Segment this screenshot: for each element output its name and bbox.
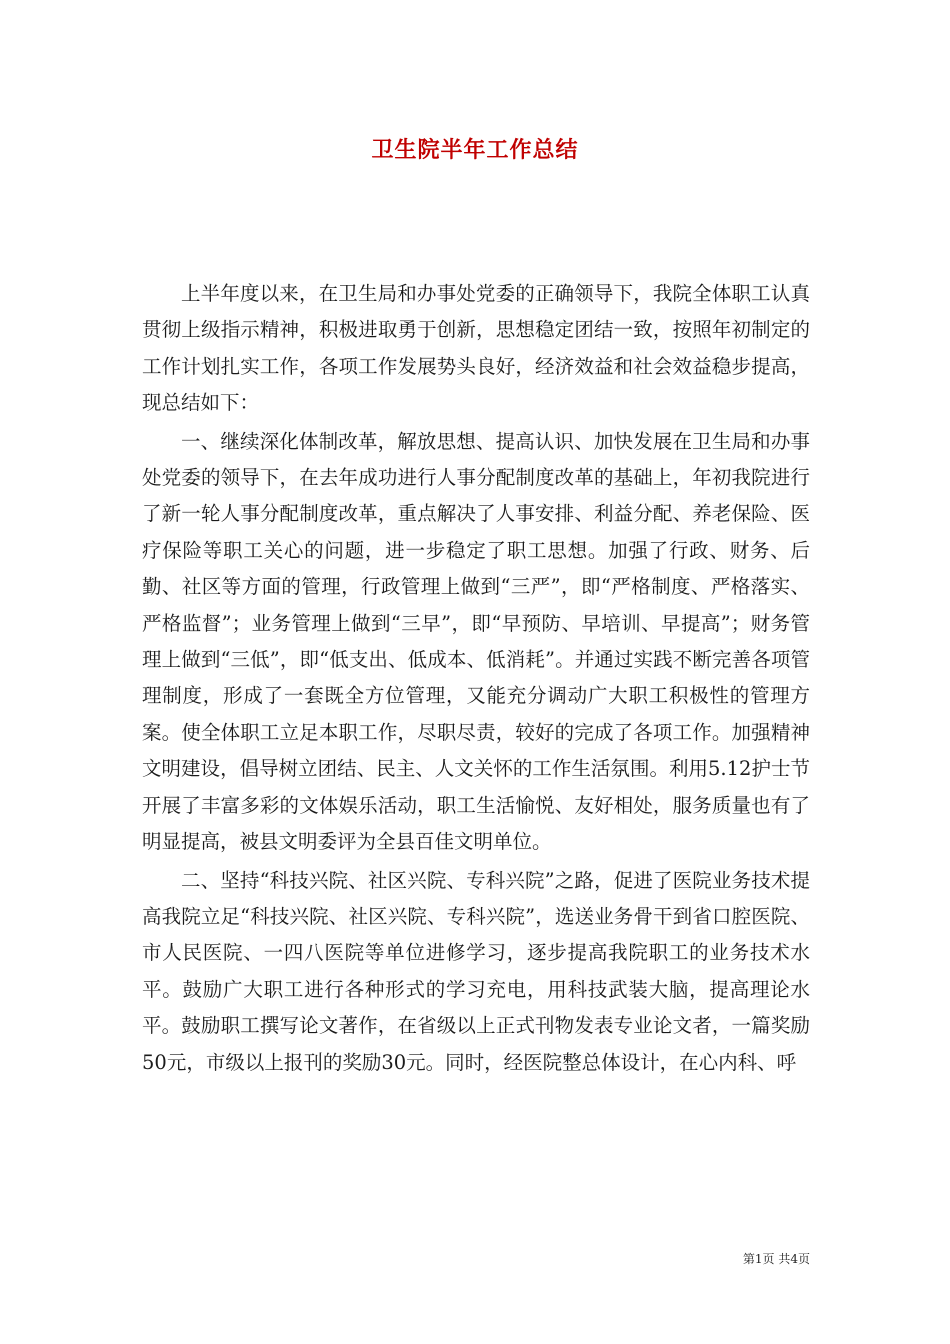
document-body [142,276,810,1083]
paragraph-section-1: 一、继续深化体制改革，解放思想、提高认识、加快发展在卫生局和办事处党委的领导下，在去年成功进行人事分配制度改革的基础上，年初我院进行了新一轮人事分配制度改革，重点解决了人事安排、利益分配、养老保险、医疗保险等职工关心的问题，进一步稳定了职工思想。加强了行政、财务、后勤、社区等方面的管理，行政管理上做到“三严”，即“严格制度、严格落实、严格监督”；业务管理上做到“三早”，即“早预防、早培训、早提高”；财务管理上做到“三低”，即“低支出、低成本、低消耗”。并通过实践不断完善各项管理制度，形成了一套既全方位管理，又能充分调动广大职工积极性的管理方案。使全体职工立足本职工作，尽职尽责，较好的完成了各项工作。加强精神文明建设，倡导树立团结、民主、人文关怀的工作生活氛围。利用5.12护士节开展了丰富多彩的文体娱乐活动，职工生活愉悦、友好相处，服务质量也有了明显提高，被县文明委评为全县百佳文明单位。 [142,429,810,854]
document-title: 卫生院半年工作总结 [371,137,579,163]
page-number: 第1页 共4页 [742,1252,810,1266]
paragraph-section-2: 二、坚持“科技兴院、社区兴院、专科兴院”之路，促进了医院业务技术提高我院立足“科技兴院、社区兴院、专科兴院”，选送业务骨干到省口腔医院、市人民医院、一四八医院等单位进修学习，逐步提高我院职工的业务技术水平。鼓励广大职工进行各种形式的学习充电，用科技武装大脑，提高理论水平。鼓励职工撰写论文著作，在省级以上正式刊物发表专业论文者，一篇奖励50元，市级以上报刊的奖励30元。同时，经医院整总体设计，在心内科、呼 [142,868,810,1074]
paragraph-intro: 上半年度以来，在卫生局和办事处党委的正确领导下，我院全体职工认真贯彻上级指示精神，积极进取勇于创新，思想稳定团结一致，按照年初制定的工作计划扎实工作，各项工作发展势头良好，经济效益和社会效益稳步提高，现总结如下： [142,282,810,415]
